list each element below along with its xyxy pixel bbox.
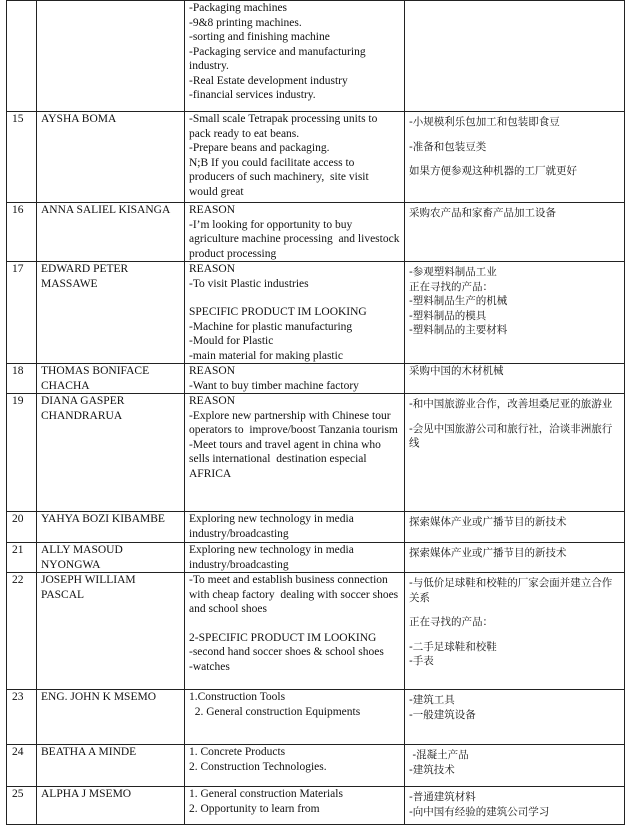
row-number: 21 (7, 543, 37, 573)
english-line (189, 481, 400, 495)
chinese-line: -建筑技术 (409, 763, 455, 776)
english-line: 1. Concrete Products (189, 746, 286, 758)
chinese-line: 正在寻找的产品： (409, 616, 493, 628)
participant-name: DIANA GASPER CHANDRARUA (37, 394, 185, 512)
table-row (7, 787, 625, 825)
row-number: 25 (7, 787, 37, 825)
table-row (7, 262, 625, 364)
participants-table (6, 0, 625, 825)
table-row (7, 690, 625, 745)
english-line (189, 617, 400, 631)
table-row (7, 745, 625, 787)
chinese-line: -二手足球鞋和校鞋 (409, 640, 497, 653)
chinese-line: -塑料制品的模具 (409, 309, 487, 322)
row-number: 16 (7, 203, 37, 262)
english-line: SPECIFIC PRODUCT IM LOOKING (189, 306, 367, 318)
chinese-purpose (405, 112, 625, 203)
english-line: -9&8 printing machines. (189, 16, 302, 29)
participant-name: BEATHA A MINDE (37, 745, 185, 787)
participant-name: ALPHA J MSEMO (37, 787, 185, 825)
english-purpose (185, 787, 405, 825)
english-purpose (185, 203, 405, 262)
chinese-line (409, 605, 620, 615)
english-purpose (185, 364, 405, 394)
english-purpose (185, 745, 405, 787)
english-line: -Machine for plastic manufacturing (189, 320, 353, 333)
row-number: 20 (7, 512, 37, 543)
chinese-purpose (405, 787, 625, 825)
chinese-line: -塑料制品的主要材料 (409, 324, 508, 336)
chinese-line (409, 630, 620, 640)
english-line: 2. Construction Technologies. (189, 760, 327, 773)
english-purpose (185, 573, 405, 690)
english-line: Exploring new technology in media industry/broadcasting (189, 544, 357, 571)
english-line: -second hand soccer shoes & school shoes (189, 646, 384, 658)
english-line: 2. General construction Equipments (189, 705, 361, 718)
participant-name (37, 1, 185, 112)
chinese-line: -普通建筑材料 (409, 791, 476, 803)
chinese-line: -一般建筑设备 (409, 708, 476, 721)
chinese-line: -和中国旅游业合作，改善坦桑尼亚的旅游业 (409, 398, 613, 410)
english-line: REASON (189, 263, 236, 275)
english-line: 2. Opportunity to learn from (189, 802, 320, 815)
english-line: -To meet and establish business connection with cheap factory dealing with soccer shoes and school shoes (189, 574, 402, 615)
row-number: 17 (7, 262, 37, 364)
english-line: -sorting and finishing machine (189, 31, 330, 43)
chinese-line: -准备和包装豆类 (409, 140, 487, 153)
chinese-line: -向中国有经验的建筑公司学习 (409, 805, 550, 818)
chinese-purpose (405, 364, 625, 394)
english-line: -Packaging service and manufacturing industry. (189, 45, 369, 72)
row-number: 24 (7, 745, 37, 787)
chinese-purpose (405, 203, 625, 262)
participant-name: THOMAS BONIFACE CHACHA (37, 364, 185, 394)
table-row (7, 543, 625, 573)
chinese-line: -会见中国旅游公司和旅行社，洽谈非洲旅行线 (409, 422, 613, 449)
chinese-purpose (405, 573, 625, 690)
chinese-line: -混凝土产品 (409, 749, 469, 761)
english-line: REASON (189, 365, 236, 377)
chinese-purpose (405, 543, 625, 573)
english-line: -To visit Plastic industries (189, 277, 309, 290)
english-line: -Packaging machines (189, 2, 288, 14)
english-purpose (185, 262, 405, 364)
english-line: -Explore new partnership with Chinese tour operators to improve/boost Tanzania tourism (189, 409, 398, 436)
english-line: -watches (189, 660, 230, 673)
english-purpose (185, 1, 405, 112)
chinese-line: -建筑工具 (409, 694, 455, 706)
english-line: -I’m looking for opportunity to buy agriculture machine processing and livestock product processing (189, 218, 403, 260)
chinese-line (409, 412, 620, 422)
english-line: 2-SPECIFIC PRODUCT IM LOOKING (189, 631, 377, 644)
table-row (7, 203, 625, 262)
english-line: -Small scale Tetrapak processing units to pack ready to eat beans. (189, 113, 381, 140)
table-row (7, 573, 625, 690)
chinese-line (409, 154, 620, 164)
chinese-line: -参观塑料制品工业 (409, 266, 497, 278)
participant-name: ANNA SALIEL KISANGA (37, 203, 185, 262)
row-number: 18 (7, 364, 37, 394)
chinese-line: 采购中国的木材机械 (409, 365, 504, 377)
english-line: 1.Construction Tools (189, 691, 286, 703)
table-row (7, 512, 625, 543)
participant-name: YAHYA BOZI KIBAMBE (37, 512, 185, 543)
chinese-line (409, 130, 620, 140)
english-line: -Real Estate development industry (189, 74, 348, 87)
row-number: 19 (7, 394, 37, 512)
chinese-line: -小规模利乐包加工和包装即食豆 (409, 116, 560, 128)
chinese-purpose (405, 394, 625, 512)
english-purpose (185, 512, 405, 543)
chinese-line: 正在寻找的产品： (409, 280, 493, 293)
row-number: 22 (7, 573, 37, 690)
chinese-purpose (405, 1, 625, 112)
english-line: REASON (189, 204, 236, 216)
chinese-line: -塑料制品生产的机械 (409, 295, 508, 307)
chinese-line: 采购农产品和家畜产品加工设备 (409, 207, 556, 219)
participant-name: ALLY MASOUD NYONGWA (37, 543, 185, 573)
chinese-line: 探索媒体产业或广播节目的新技术 (409, 516, 567, 528)
chinese-purpose (405, 512, 625, 543)
table-row (7, 112, 625, 203)
document-page (6, 0, 624, 825)
chinese-line: -与低价足球鞋和校鞋的厂家会面并建立合作关系 (409, 577, 613, 604)
chinese-line: 如果方便参观这种机器的工厂就更好 (409, 165, 577, 177)
english-purpose (185, 543, 405, 573)
table-row (7, 394, 625, 512)
participant-name: AYSHA BOMA (37, 112, 185, 203)
english-line: REASON (189, 395, 236, 407)
english-line: -Want to buy timber machine factory (189, 379, 359, 392)
chinese-line: 探索媒体产业或广播节目的新技术 (409, 547, 567, 559)
chinese-purpose (405, 690, 625, 745)
english-purpose (185, 112, 405, 203)
row-number: 23 (7, 690, 37, 745)
english-line: -Mould for Plastic (189, 335, 274, 347)
english-line: -financial services industry. (189, 89, 316, 101)
participant-name: JOSEPH WILLIAM PASCAL (37, 573, 185, 690)
participant-name: EDWARD PETER MASSAWE (37, 262, 185, 364)
table-row (7, 1, 625, 112)
english-line (189, 291, 400, 305)
row-number: 15 (7, 112, 37, 203)
english-line: Exploring new technology in media industry/broadcasting (189, 513, 357, 540)
chinese-purpose (405, 745, 625, 787)
chinese-purpose (405, 262, 625, 364)
english-line: 1. General construction Materials (189, 788, 343, 800)
english-line: -Meet tours and travel agent in china who sells international destination especial AFRICA (189, 438, 384, 480)
english-line: -main material for making plastic (189, 349, 343, 362)
row-number (7, 1, 37, 112)
table-row (7, 364, 625, 394)
english-line: N;B If you could facilitate access to producers of such machinery, site visit would great (189, 156, 372, 198)
english-line: -Prepare beans and packaging. (189, 142, 330, 154)
participant-name: ENG. JOHN K MSEMO (37, 690, 185, 745)
english-purpose (185, 394, 405, 512)
english-purpose (185, 690, 405, 745)
chinese-line: -手表 (409, 655, 434, 667)
